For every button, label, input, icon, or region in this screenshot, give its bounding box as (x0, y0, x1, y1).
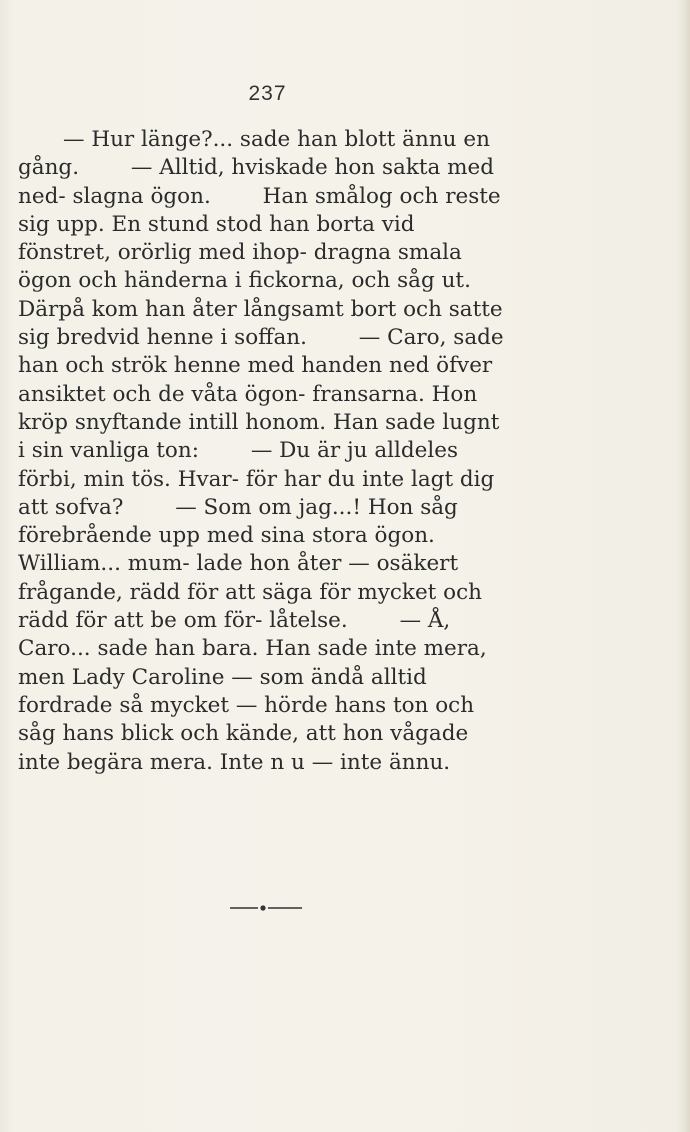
text-line: lade hon åter — osäkert frågande, rädd för att (18, 551, 459, 605)
text-body (18, 126, 512, 777)
text-line: låtelse. (269, 608, 348, 634)
text-line: och satte sig bredvid henne i soffan. (18, 296, 503, 351)
text-line: och såg ut. Därpå kom han åter långsamt bort (18, 268, 471, 322)
text-line: upp med sina stora ögon. William... mum- (18, 523, 435, 577)
text-line: stod han borta vid fönstret, orörlig med ihop- (18, 211, 415, 266)
text-line: gång. (18, 155, 80, 181)
text-line: inte mera, men Lady Caroline — som ändå (18, 636, 487, 690)
text-line: Han sade lugnt i sin vanliga ton: (18, 409, 500, 464)
text-line: Han smålog och reste sig upp. En stund (18, 183, 501, 237)
text-line: — Alltid, hviskade hon sakta med ned- (18, 155, 495, 209)
text-line: dragna smala ögon och händerna i fickorna, (18, 240, 462, 294)
text-line: inte begära mera. Inte n u — inte ännu. (18, 749, 451, 775)
text-line: säga för mycket och rädd för att be om för- (18, 579, 482, 634)
text-line: för har du inte lagt dig att sofva? (18, 466, 495, 520)
end-ornament (230, 904, 302, 912)
page-number: 237 (248, 82, 287, 105)
text-line: — Som om jag...! Hon såg förebrående (18, 494, 458, 549)
text-line: och såg hans blick och kände, att hon vågade (18, 692, 475, 747)
text-line: alltid fordrade så mycket — hörde hans ton (18, 664, 429, 718)
text-line: — Å, Caro... sade han bara. Han sade (18, 608, 451, 662)
page-edge-shadow (676, 0, 690, 1132)
text-line: — Du är ju alldeles förbi, min tös. Hvar- (18, 438, 459, 492)
text-line: — Caro, sade han och strök henne med (18, 325, 504, 379)
text-line: fransarna. Hon kröp snyftande intill honom. (18, 381, 478, 435)
text-line: — Hur länge?... sade han blott ännu en (63, 127, 490, 152)
text-line: handen ned öfver ansiktet och de våta ögon- (18, 353, 493, 407)
text-line: slagna ögon. (72, 183, 211, 209)
